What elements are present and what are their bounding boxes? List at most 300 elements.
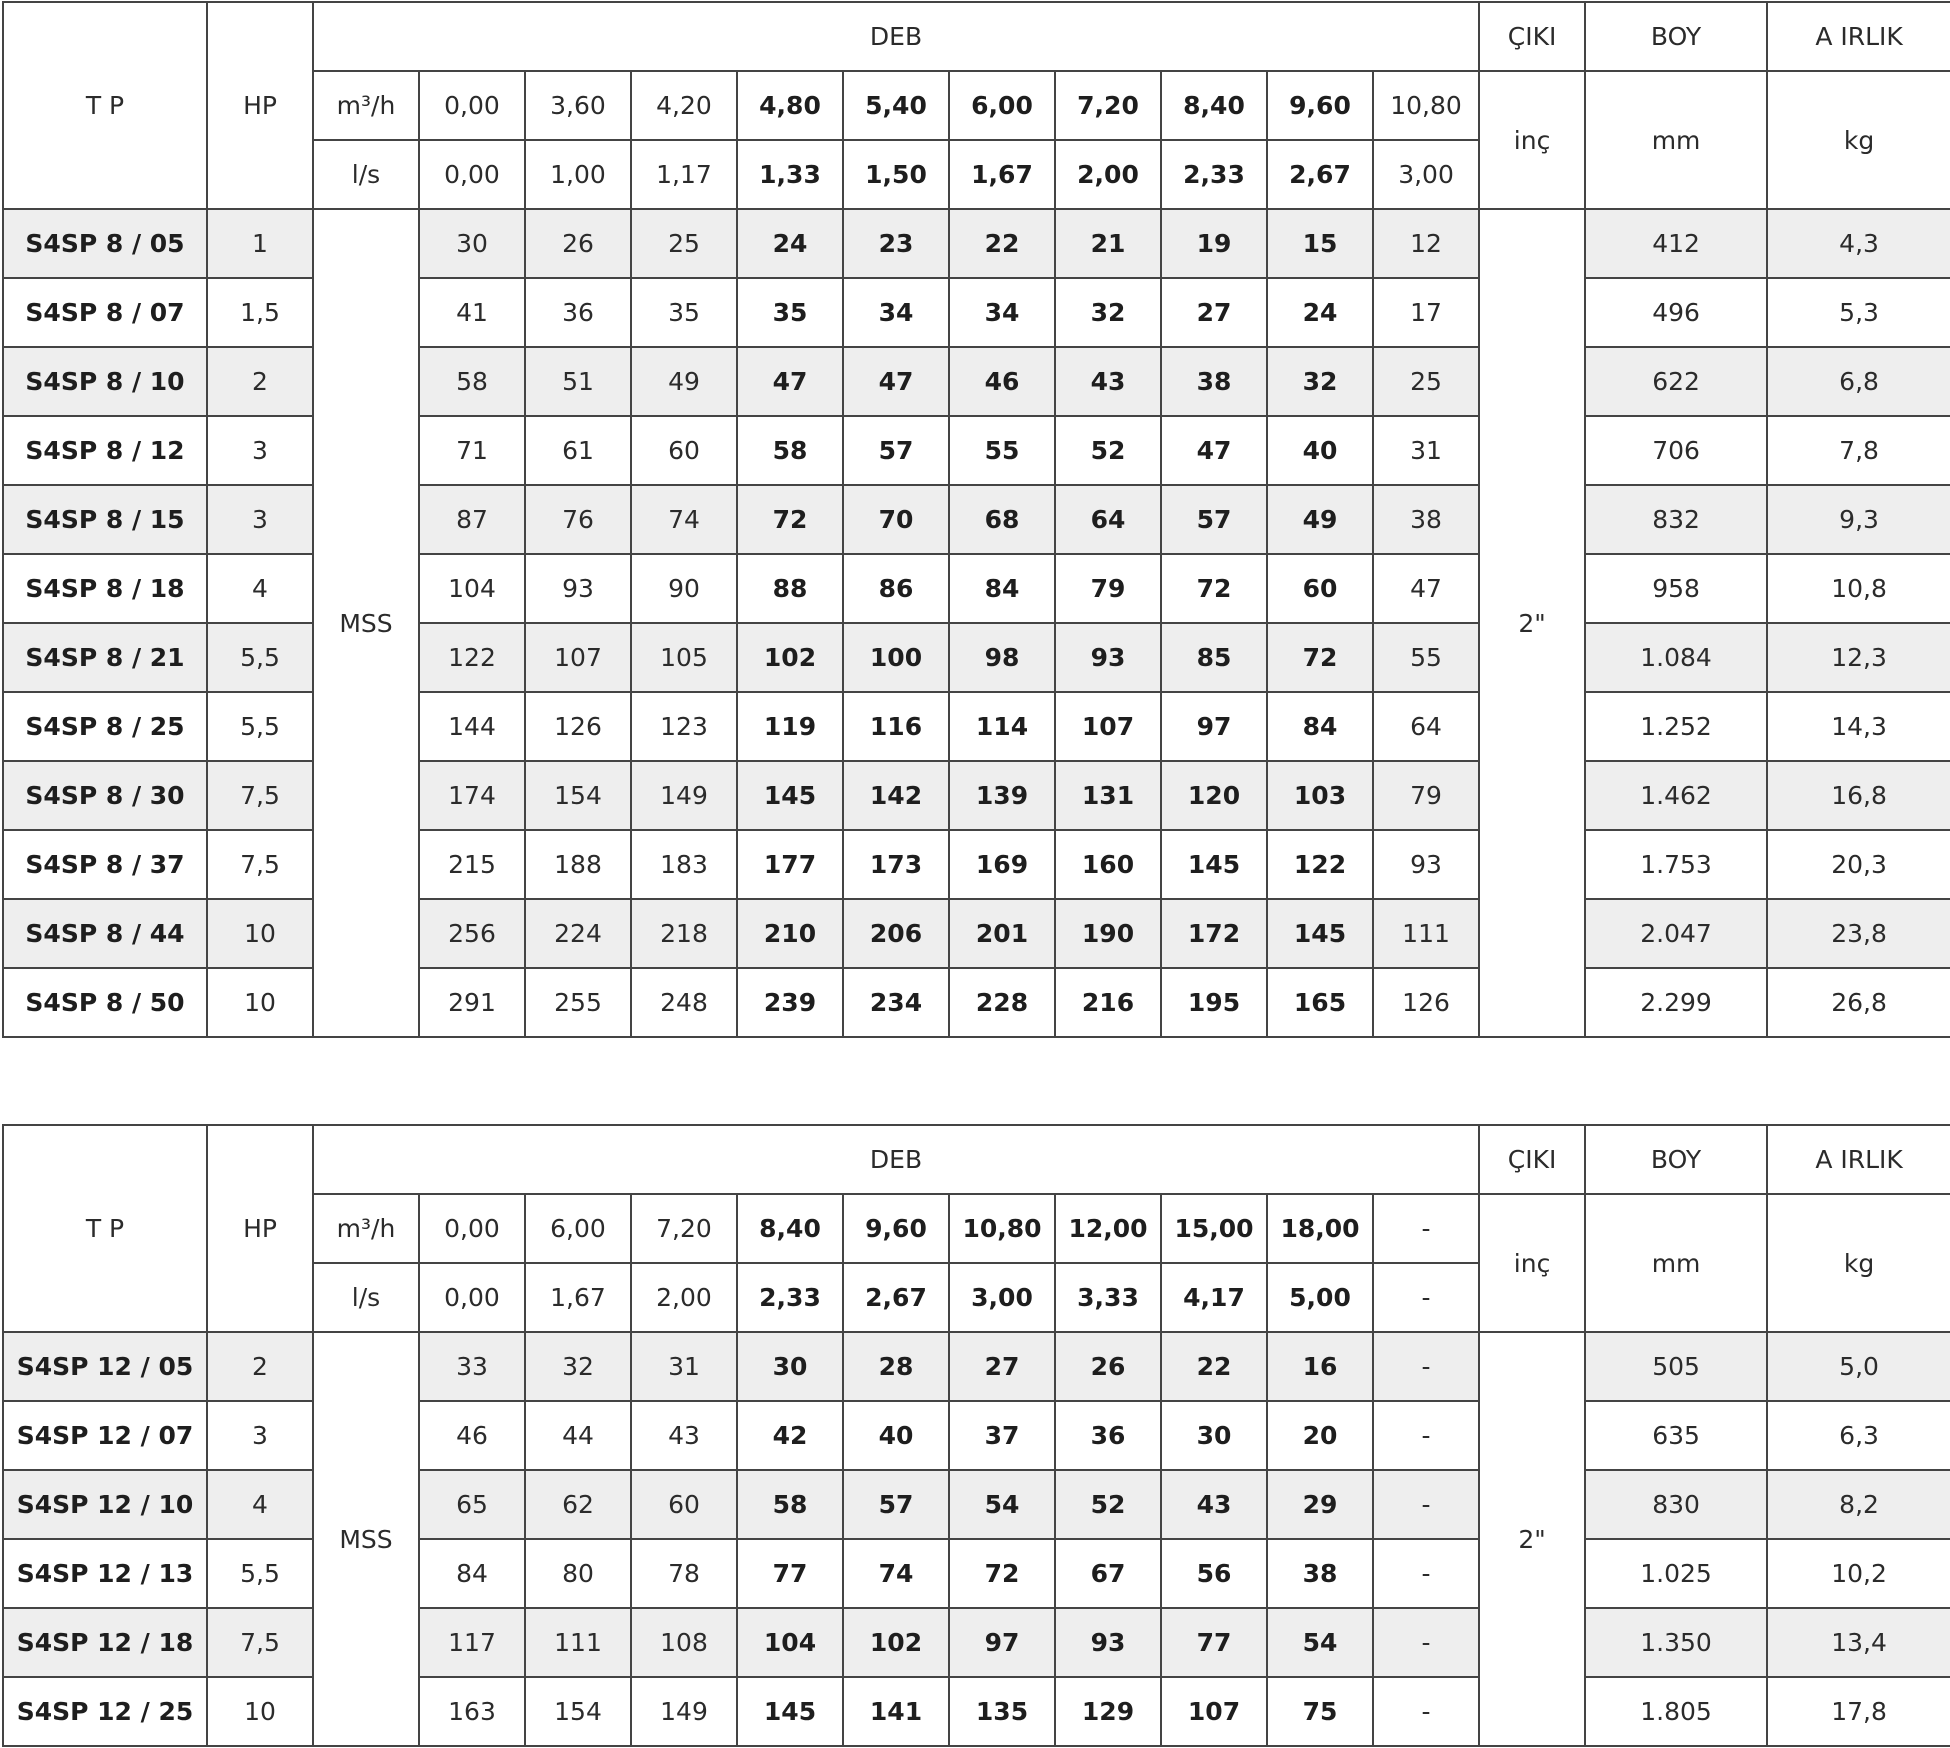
ls-unit: l/s <box>313 1263 419 1332</box>
head-value-cell: 58 <box>419 347 525 416</box>
head-value-cell: 40 <box>843 1401 949 1470</box>
head-value-cell: 25 <box>1373 347 1479 416</box>
head-value-cell: 172 <box>1161 899 1267 968</box>
model-cell: S4SP 8 / 37 <box>3 830 207 899</box>
head-value-cell: 126 <box>525 692 631 761</box>
head-value-cell: 98 <box>949 623 1055 692</box>
flow-m3h-value: 0,00 <box>419 1194 525 1263</box>
head-value-cell: 104 <box>737 1608 843 1677</box>
hp-cell: 4 <box>207 1470 313 1539</box>
hp-cell: 7,5 <box>207 1608 313 1677</box>
flow-ls-value: 1,67 <box>525 1263 631 1332</box>
model-cell: S4SP 12 / 10 <box>3 1470 207 1539</box>
head-value-cell: 119 <box>737 692 843 761</box>
table-row <box>3 416 1950 485</box>
flow-ls-value: 3,00 <box>949 1263 1055 1332</box>
flow-m3h-value: 7,20 <box>631 1194 737 1263</box>
head-label-cell: MSS <box>313 1332 419 1746</box>
head-value-cell: 77 <box>737 1539 843 1608</box>
weight-cell: 6,3 <box>1767 1401 1950 1470</box>
head-value-cell: 131 <box>1055 761 1161 830</box>
head-value-cell: 26 <box>525 209 631 278</box>
head-value-cell: 47 <box>737 347 843 416</box>
length-cell: 830 <box>1585 1470 1767 1539</box>
head-value-cell: 29 <box>1267 1470 1373 1539</box>
head-value-cell: 215 <box>419 830 525 899</box>
head-value-cell: 122 <box>1267 830 1373 899</box>
head-value-cell: 84 <box>419 1539 525 1608</box>
head-value-cell: 78 <box>631 1539 737 1608</box>
head-value-cell: 80 <box>525 1539 631 1608</box>
model-cell: S4SP 8 / 25 <box>3 692 207 761</box>
head-value-cell: 62 <box>525 1470 631 1539</box>
outlet-unit: inç <box>1479 1194 1585 1332</box>
head-value-cell: 26 <box>1055 1332 1161 1401</box>
table-row <box>3 1608 1950 1677</box>
hp-cell: 3 <box>207 485 313 554</box>
flow-m3h-value: 10,80 <box>949 1194 1055 1263</box>
head-value-cell: 49 <box>1267 485 1373 554</box>
head-value-cell: 206 <box>843 899 949 968</box>
flow-ls-value: 3,00 <box>1373 140 1479 209</box>
head-value-cell: 65 <box>419 1470 525 1539</box>
flow-ls-value: - <box>1373 1263 1479 1332</box>
flow-m3h-value: 6,00 <box>525 1194 631 1263</box>
flow-ls-value: 3,33 <box>1055 1263 1161 1332</box>
head-value-cell: 55 <box>949 416 1055 485</box>
length-cell: 1.805 <box>1585 1677 1767 1746</box>
head-value-cell: 144 <box>419 692 525 761</box>
head-value-cell: 43 <box>1161 1470 1267 1539</box>
head-value-cell: - <box>1373 1677 1479 1746</box>
length-cell: 622 <box>1585 347 1767 416</box>
flow-ls-value: 2,67 <box>843 1263 949 1332</box>
head-value-cell: 108 <box>631 1608 737 1677</box>
head-value-cell: 228 <box>949 968 1055 1037</box>
weight-cell: 4,3 <box>1767 209 1950 278</box>
head-value-cell: 22 <box>1161 1332 1267 1401</box>
head-value-cell: 46 <box>949 347 1055 416</box>
weight-cell: 17,8 <box>1767 1677 1950 1746</box>
flow-header: DEB <box>313 1125 1479 1194</box>
table-row <box>3 485 1950 554</box>
flow-m3h-value: - <box>1373 1194 1479 1263</box>
head-value-cell: 93 <box>1055 1608 1161 1677</box>
model-cell: S4SP 8 / 50 <box>3 968 207 1037</box>
head-value-cell: 57 <box>843 416 949 485</box>
head-value-cell: 86 <box>843 554 949 623</box>
weight-header: A IRLIK <box>1767 1125 1950 1194</box>
head-value-cell: 122 <box>419 623 525 692</box>
weight-cell: 26,8 <box>1767 968 1950 1037</box>
hp-cell: 1 <box>207 209 313 278</box>
length-unit: mm <box>1585 71 1767 209</box>
head-value-cell: 210 <box>737 899 843 968</box>
head-value-cell: 84 <box>1267 692 1373 761</box>
head-value-cell: 34 <box>949 278 1055 347</box>
table-row <box>3 830 1950 899</box>
head-value-cell: 34 <box>843 278 949 347</box>
head-value-cell: 60 <box>1267 554 1373 623</box>
head-value-cell: 64 <box>1055 485 1161 554</box>
hp-cell: 7,5 <box>207 830 313 899</box>
head-value-cell: 97 <box>949 1608 1055 1677</box>
weight-cell: 10,8 <box>1767 554 1950 623</box>
flow-ls-value: 1,33 <box>737 140 843 209</box>
head-value-cell: 120 <box>1161 761 1267 830</box>
head-value-cell: 218 <box>631 899 737 968</box>
head-value-cell: 24 <box>737 209 843 278</box>
length-cell: 505 <box>1585 1332 1767 1401</box>
flow-m3h-value: 6,00 <box>949 71 1055 140</box>
head-value-cell: 74 <box>631 485 737 554</box>
flow-ls-value: 4,17 <box>1161 1263 1267 1332</box>
table-row <box>3 1677 1950 1746</box>
head-value-cell: 105 <box>631 623 737 692</box>
table-row <box>3 278 1950 347</box>
head-value-cell: 30 <box>1161 1401 1267 1470</box>
hp-cell: 2 <box>207 347 313 416</box>
head-value-cell: 85 <box>1161 623 1267 692</box>
flow-m3h-value: 4,20 <box>631 71 737 140</box>
head-value-cell: 129 <box>1055 1677 1161 1746</box>
head-value-cell: 43 <box>1055 347 1161 416</box>
length-cell: 1.350 <box>1585 1608 1767 1677</box>
table-row <box>3 554 1950 623</box>
head-value-cell: 177 <box>737 830 843 899</box>
head-value-cell: 104 <box>419 554 525 623</box>
flow-m3h-value: 5,40 <box>843 71 949 140</box>
head-value-cell: 57 <box>1161 485 1267 554</box>
head-value-cell: 169 <box>949 830 1055 899</box>
table-row <box>3 623 1950 692</box>
flow-ls-value: 1,50 <box>843 140 949 209</box>
head-value-cell: 117 <box>419 1608 525 1677</box>
performance-table-s4sp8 <box>2 1 1950 1038</box>
head-value-cell: 149 <box>631 1677 737 1746</box>
outlet-unit: inç <box>1479 71 1585 209</box>
weight-unit: kg <box>1767 71 1950 209</box>
head-value-cell: 46 <box>419 1401 525 1470</box>
length-cell: 2.047 <box>1585 899 1767 968</box>
head-value-cell: 291 <box>419 968 525 1037</box>
weight-cell: 5,3 <box>1767 278 1950 347</box>
flow-ls-value: 0,00 <box>419 1263 525 1332</box>
head-value-cell: 27 <box>1161 278 1267 347</box>
hp-cell: 3 <box>207 1401 313 1470</box>
length-header: BOY <box>1585 2 1767 71</box>
head-value-cell: 145 <box>1161 830 1267 899</box>
flow-ls-value: 1,17 <box>631 140 737 209</box>
head-value-cell: 163 <box>419 1677 525 1746</box>
head-value-cell: 114 <box>949 692 1055 761</box>
table-row <box>3 1332 1950 1401</box>
flow-ls-value: 5,00 <box>1267 1263 1373 1332</box>
model-cell: S4SP 8 / 07 <box>3 278 207 347</box>
head-value-cell: 255 <box>525 968 631 1037</box>
head-value-cell: 31 <box>631 1332 737 1401</box>
length-cell: 1.025 <box>1585 1539 1767 1608</box>
length-cell: 2.299 <box>1585 968 1767 1037</box>
head-value-cell: 154 <box>525 761 631 830</box>
head-value-cell: 21 <box>1055 209 1161 278</box>
head-value-cell: 72 <box>1161 554 1267 623</box>
hp-cell: 7,5 <box>207 761 313 830</box>
outlet-header: ÇIKI <box>1479 2 1585 71</box>
weight-cell: 6,8 <box>1767 347 1950 416</box>
hp-cell: 10 <box>207 968 313 1037</box>
hp-cell: 5,5 <box>207 692 313 761</box>
weight-unit: kg <box>1767 1194 1950 1332</box>
head-value-cell: 38 <box>1161 347 1267 416</box>
flow-ls-value: 2,67 <box>1267 140 1373 209</box>
head-value-cell: 47 <box>843 347 949 416</box>
head-value-cell: 87 <box>419 485 525 554</box>
head-value-cell: 60 <box>631 416 737 485</box>
head-value-cell: 97 <box>1161 692 1267 761</box>
weight-cell: 20,3 <box>1767 830 1950 899</box>
head-value-cell: 165 <box>1267 968 1373 1037</box>
length-cell: 1.084 <box>1585 623 1767 692</box>
head-value-cell: 239 <box>737 968 843 1037</box>
head-value-cell: 32 <box>1267 347 1373 416</box>
m3h-unit: m³/h <box>313 71 419 140</box>
head-value-cell: 111 <box>525 1608 631 1677</box>
head-value-cell: 38 <box>1373 485 1479 554</box>
outlet-size-cell: 2" <box>1479 209 1585 1037</box>
head-value-cell: 60 <box>631 1470 737 1539</box>
hp-cell: 10 <box>207 899 313 968</box>
head-value-cell: 43 <box>631 1401 737 1470</box>
hp-cell: 2 <box>207 1332 313 1401</box>
ls-unit: l/s <box>313 140 419 209</box>
flow-m3h-value: 4,80 <box>737 71 843 140</box>
head-value-cell: 71 <box>419 416 525 485</box>
head-value-cell: 126 <box>1373 968 1479 1037</box>
head-value-cell: 174 <box>419 761 525 830</box>
head-value-cell: 111 <box>1373 899 1479 968</box>
head-value-cell: 107 <box>1161 1677 1267 1746</box>
head-value-cell: 160 <box>1055 830 1161 899</box>
head-value-cell: 107 <box>525 623 631 692</box>
head-value-cell: 123 <box>631 692 737 761</box>
length-cell: 1.753 <box>1585 830 1767 899</box>
flow-m3h-value: 12,00 <box>1055 1194 1161 1263</box>
flow-m3h-value: 0,00 <box>419 71 525 140</box>
model-cell: S4SP 8 / 10 <box>3 347 207 416</box>
head-value-cell: 56 <box>1161 1539 1267 1608</box>
head-value-cell: 31 <box>1373 416 1479 485</box>
head-value-cell: 116 <box>843 692 949 761</box>
model-cell: S4SP 12 / 13 <box>3 1539 207 1608</box>
model-cell: S4SP 8 / 30 <box>3 761 207 830</box>
head-value-cell: 22 <box>949 209 1055 278</box>
head-value-cell: 58 <box>737 1470 843 1539</box>
weight-cell: 23,8 <box>1767 899 1950 968</box>
head-value-cell: 201 <box>949 899 1055 968</box>
head-value-cell: 224 <box>525 899 631 968</box>
head-value-cell: 12 <box>1373 209 1479 278</box>
head-value-cell: 183 <box>631 830 737 899</box>
hp-cell: 5,5 <box>207 623 313 692</box>
weight-cell: 7,8 <box>1767 416 1950 485</box>
flow-ls-value: 1,67 <box>949 140 1055 209</box>
flow-ls-value: 2,00 <box>631 1263 737 1332</box>
head-value-cell: 84 <box>949 554 1055 623</box>
head-value-cell: 47 <box>1373 554 1479 623</box>
head-value-cell: 61 <box>525 416 631 485</box>
head-value-cell: 35 <box>737 278 843 347</box>
head-value-cell: - <box>1373 1470 1479 1539</box>
table-row <box>3 347 1950 416</box>
head-value-cell: 139 <box>949 761 1055 830</box>
length-cell: 706 <box>1585 416 1767 485</box>
flow-m3h-value: 8,40 <box>737 1194 843 1263</box>
length-cell: 832 <box>1585 485 1767 554</box>
head-value-cell: 145 <box>737 761 843 830</box>
length-cell: 412 <box>1585 209 1767 278</box>
flow-header: DEB <box>313 2 1479 71</box>
head-value-cell: 54 <box>949 1470 1055 1539</box>
head-value-cell: 72 <box>737 485 843 554</box>
table-row <box>3 968 1950 1037</box>
head-value-cell: 72 <box>949 1539 1055 1608</box>
head-value-cell: 47 <box>1161 416 1267 485</box>
head-value-cell: 64 <box>1373 692 1479 761</box>
model-cell: S4SP 8 / 15 <box>3 485 207 554</box>
head-value-cell: 36 <box>525 278 631 347</box>
flow-m3h-value: 9,60 <box>843 1194 949 1263</box>
head-value-cell: 51 <box>525 347 631 416</box>
head-value-cell: - <box>1373 1332 1479 1401</box>
head-value-cell: 68 <box>949 485 1055 554</box>
head-value-cell: 54 <box>1267 1608 1373 1677</box>
length-cell: 496 <box>1585 278 1767 347</box>
head-value-cell: 57 <box>843 1470 949 1539</box>
head-value-cell: 102 <box>737 623 843 692</box>
length-cell: 1.252 <box>1585 692 1767 761</box>
head-value-cell: 100 <box>843 623 949 692</box>
head-value-cell: 40 <box>1267 416 1373 485</box>
head-value-cell: 93 <box>1055 623 1161 692</box>
flow-m3h-value: 7,20 <box>1055 71 1161 140</box>
hp-header: HP <box>207 2 313 209</box>
flow-ls-value: 2,33 <box>737 1263 843 1332</box>
head-value-cell: 77 <box>1161 1608 1267 1677</box>
head-value-cell: 145 <box>1267 899 1373 968</box>
model-cell: S4SP 8 / 18 <box>3 554 207 623</box>
flow-ls-value: 2,33 <box>1161 140 1267 209</box>
m3h-unit: m³/h <box>313 1194 419 1263</box>
header-row <box>3 1125 1950 1194</box>
outlet-size-cell: 2" <box>1479 1332 1585 1746</box>
head-value-cell: 67 <box>1055 1539 1161 1608</box>
head-value-cell: 256 <box>419 899 525 968</box>
type-header: T P <box>3 2 207 209</box>
head-value-cell: 37 <box>949 1401 1055 1470</box>
flow-m3h-value: 15,00 <box>1161 1194 1267 1263</box>
weight-cell: 8,2 <box>1767 1470 1950 1539</box>
outlet-header: ÇIKI <box>1479 1125 1585 1194</box>
head-value-cell: 76 <box>525 485 631 554</box>
head-value-cell: 58 <box>737 416 843 485</box>
head-value-cell: 49 <box>631 347 737 416</box>
length-unit: mm <box>1585 1194 1767 1332</box>
head-value-cell: 75 <box>1267 1677 1373 1746</box>
table-row <box>3 899 1950 968</box>
head-value-cell: 173 <box>843 830 949 899</box>
head-value-cell: 27 <box>949 1332 1055 1401</box>
head-value-cell: 90 <box>631 554 737 623</box>
head-value-cell: 28 <box>843 1332 949 1401</box>
head-value-cell: 248 <box>631 968 737 1037</box>
flow-ls-value: 1,00 <box>525 140 631 209</box>
weight-cell: 5,0 <box>1767 1332 1950 1401</box>
model-cell: S4SP 8 / 44 <box>3 899 207 968</box>
head-value-cell: 41 <box>419 278 525 347</box>
flow-m3h-value: 9,60 <box>1267 71 1373 140</box>
head-value-cell: 15 <box>1267 209 1373 278</box>
flow-m3h-value: 18,00 <box>1267 1194 1373 1263</box>
head-value-cell: 19 <box>1161 209 1267 278</box>
head-value-cell: 234 <box>843 968 949 1037</box>
head-value-cell: 20 <box>1267 1401 1373 1470</box>
head-value-cell: 149 <box>631 761 737 830</box>
flow-m3h-value: 8,40 <box>1161 71 1267 140</box>
hp-header: HP <box>207 1125 313 1332</box>
head-value-cell: 32 <box>1055 278 1161 347</box>
model-cell: S4SP 12 / 18 <box>3 1608 207 1677</box>
head-value-cell: 70 <box>843 485 949 554</box>
flow-ls-value: 0,00 <box>419 140 525 209</box>
head-value-cell: 30 <box>737 1332 843 1401</box>
model-cell: S4SP 8 / 05 <box>3 209 207 278</box>
head-value-cell: 44 <box>525 1401 631 1470</box>
length-cell: 1.462 <box>1585 761 1767 830</box>
head-value-cell: 42 <box>737 1401 843 1470</box>
table-row <box>3 1401 1950 1470</box>
head-value-cell: 30 <box>419 209 525 278</box>
head-value-cell: 74 <box>843 1539 949 1608</box>
type-header: T P <box>3 1125 207 1332</box>
model-cell: S4SP 8 / 21 <box>3 623 207 692</box>
head-value-cell: 35 <box>631 278 737 347</box>
head-value-cell: 79 <box>1373 761 1479 830</box>
head-value-cell: 32 <box>525 1332 631 1401</box>
table-row <box>3 1539 1950 1608</box>
weight-cell: 16,8 <box>1767 761 1950 830</box>
hp-cell: 1,5 <box>207 278 313 347</box>
head-value-cell: 135 <box>949 1677 1055 1746</box>
model-cell: S4SP 12 / 25 <box>3 1677 207 1746</box>
model-cell: S4SP 12 / 07 <box>3 1401 207 1470</box>
hp-cell: 4 <box>207 554 313 623</box>
head-value-cell: 72 <box>1267 623 1373 692</box>
head-label-cell: MSS <box>313 209 419 1037</box>
head-value-cell: 103 <box>1267 761 1373 830</box>
model-cell: S4SP 12 / 05 <box>3 1332 207 1401</box>
head-value-cell: 52 <box>1055 416 1161 485</box>
flow-m3h-value: 3,60 <box>525 71 631 140</box>
head-value-cell: 142 <box>843 761 949 830</box>
head-value-cell: 52 <box>1055 1470 1161 1539</box>
head-value-cell: 93 <box>525 554 631 623</box>
table-row <box>3 692 1950 761</box>
head-value-cell: 55 <box>1373 623 1479 692</box>
performance-table-s4sp12 <box>2 1124 1950 1747</box>
head-value-cell: 154 <box>525 1677 631 1746</box>
head-value-cell: 23 <box>843 209 949 278</box>
